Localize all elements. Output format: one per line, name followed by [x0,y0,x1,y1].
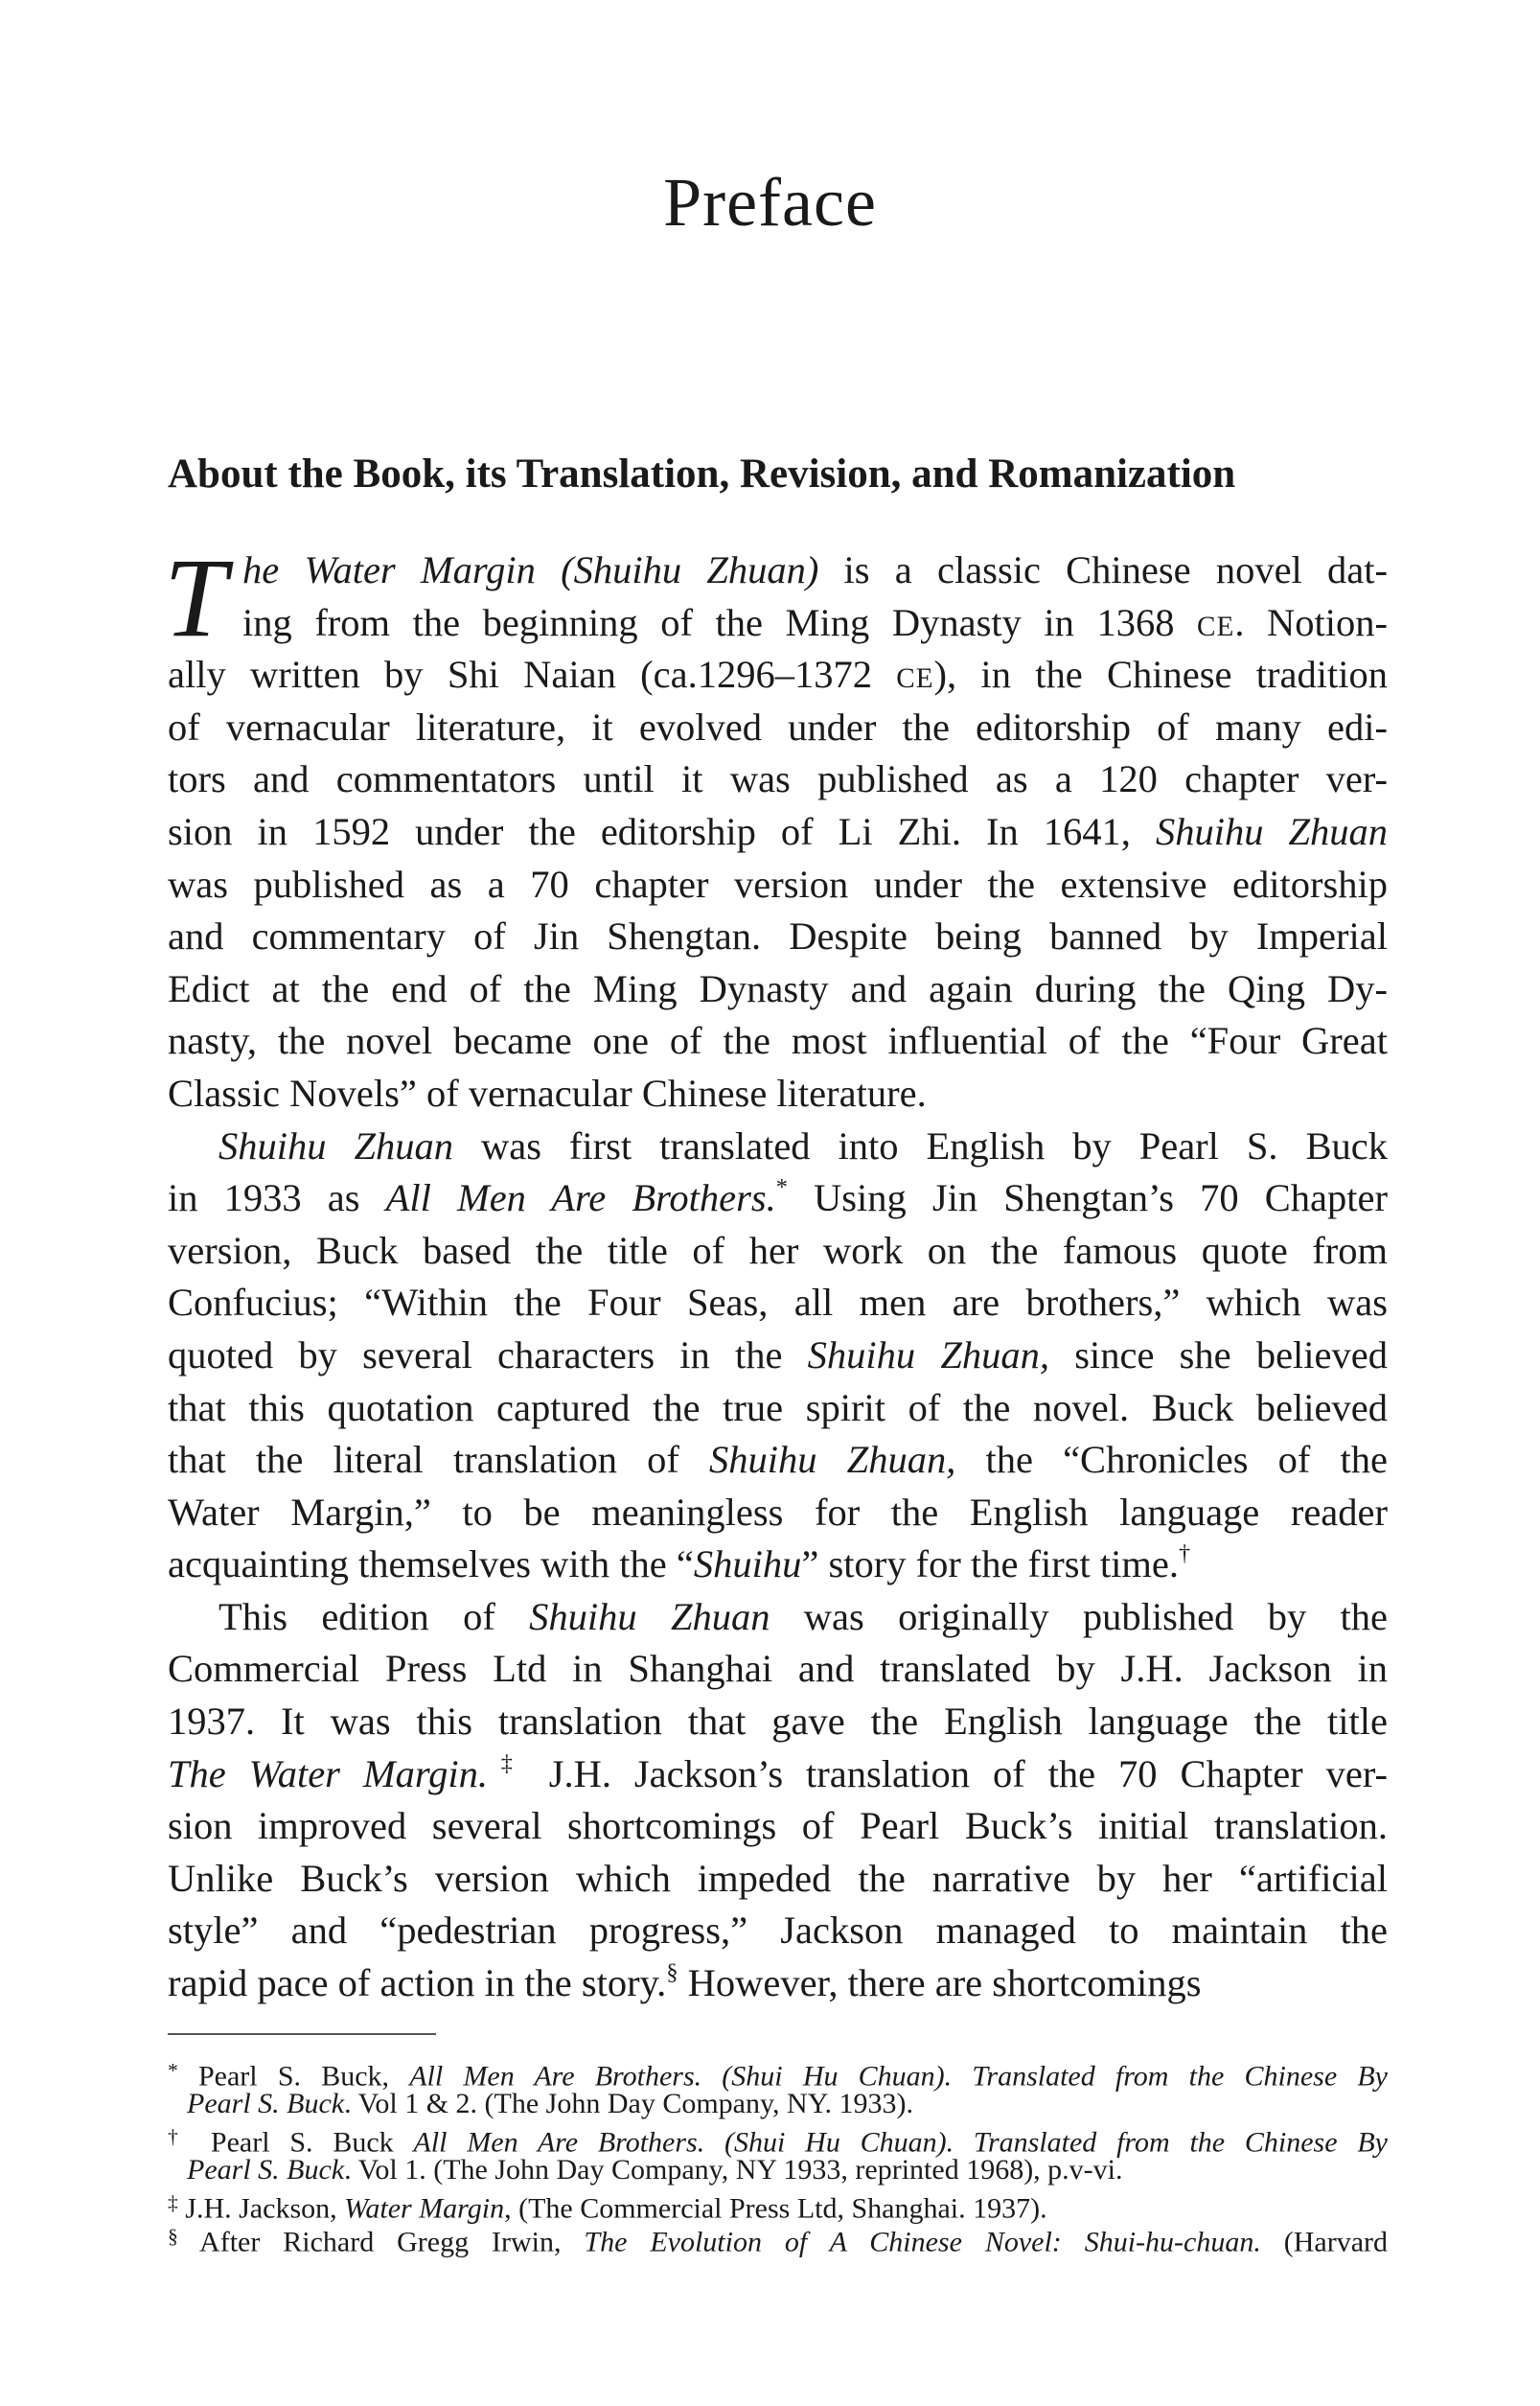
body-line [168,1330,1388,1382]
text-run: rapid pace of action in the story. [168,1961,667,2005]
text-run: (Harvard [1260,2226,1389,2258]
footnote-line [168,2186,1388,2225]
body-line [168,1121,1388,1173]
text-run: and commentary of Jin Shengtan. Despite being banned by Imperial [168,914,1388,959]
text-run: was originally published by the [770,1594,1388,1638]
italic-text: Shuihu Zhuan [1155,809,1388,853]
text-run: However, there are shortcomings [678,1961,1202,2005]
body-line [168,806,1388,859]
italic-text: Water Margin [344,2192,505,2225]
italic-text: All Men Are Brothers. [385,1176,776,1220]
text-run: ing from the beginning of the Ming Dynasty in 1368 [242,600,1198,644]
body-line [168,1957,1388,2010]
text-run: sion in 1592 under the editorship of Li Zhi. In 1641, [168,809,1156,853]
body-line [168,1538,1388,1591]
section-heading: About the Book, its Translation, Revision, and Romanization [168,451,1236,497]
footnotes [168,2054,1389,2258]
body-line [168,963,1388,1016]
text-run: quoted by several characters in the [168,1332,808,1377]
footnote-line [168,2054,1388,2093]
body-line [168,1487,1388,1539]
text-run: This edition of [218,1594,530,1638]
body-line [168,597,1388,650]
italic-text: Pearl S. Buck [187,2153,345,2186]
text-run: tors and commentators until it was published as a 120 chapter ver- [168,757,1388,801]
body-line [168,702,1388,754]
text-run: , (The Commercial Press Ltd, Shanghai. 1937). [504,2192,1047,2225]
text-run: Commercial Press Ltd in Shanghai and translated by J.H. Jackson in [168,1647,1388,1691]
body-line [168,1015,1388,1068]
italic-text: The Evolution of A Chinese Novel: Shui-hu-chuan. [584,2226,1261,2258]
italic-text: All Men Are Brothers. (Shui Hu Chuan). Translated from the Chinese By [413,2126,1388,2159]
body-text [164,535,1389,2010]
body-line [168,753,1388,806]
text-run: Unlike Buck’s version which impeded the narrative by her “artificial [168,1856,1388,1900]
text-run: acquainting themselves with the “ [168,1542,694,1586]
text-run: Using Jin Shengtan’s 70 Chapter [787,1176,1388,1220]
text-run: CE [1197,611,1235,642]
text-run: was published as a 70 chapter version under the extensive editorship [168,862,1388,906]
italic-text: Shuihu Zhuan, [709,1438,956,1482]
italic-text: he Water Margin (Shuihu Zhuan) [242,548,819,591]
body-line [168,1853,1388,1906]
italic-text: Shuihu Zhuan [218,1123,453,1168]
text-run: that this quotation captured the true spirit of the novel. Buck believed [168,1385,1388,1429]
text-run: . Vol 1 & 2. (The John Day Company, NY. 1933). [344,2087,913,2119]
text-run: that the literal translation of [168,1438,710,1482]
text-run: Classic Novels” of vernacular Chinese literature. [168,1071,927,1115]
text-run: CE [896,663,934,695]
italic-text: Pearl S. Buck [187,2087,345,2119]
body-line [168,649,1388,702]
text-run: 1937. It was this translation that gave the English language the title [168,1700,1388,1744]
text-run: ” story for the first time. [801,1542,1180,1586]
text-run: Confucius; “Within the Four Seas, all men are brothers,” which was [168,1281,1388,1325]
text-run: ), in the Chinese tradition [933,653,1388,697]
page-title: Preface [663,164,877,241]
body-line [168,1643,1388,1696]
text-run: Edict at the end of the Ming Dynasty and again during the Qing Dy- [168,966,1388,1010]
footnote-line [168,2220,1389,2258]
footnote-marker: * [775,1174,788,1201]
footnote-marker: § [666,1959,678,1986]
body-line [168,1068,1388,1121]
text-run: Pearl S. Buck [191,2126,414,2159]
italic-text: Shuihu Zhuan, [807,1332,1050,1377]
body-line [168,1748,1388,1801]
footnote-marker: † [1179,1540,1191,1567]
italic-text: Shuihu [693,1542,802,1586]
body-line [168,911,1388,963]
text-run: J.H. Jackson’s translation of the 70 Chapter ver- [525,1751,1388,1795]
body-line [168,1225,1388,1278]
text-run: nasty, the novel became one of the most influential of the “Four Great [168,1019,1388,1063]
text-run: is a classic Chinese novel dat- [818,548,1388,591]
body-line [168,1905,1388,1957]
text-run: . Notion- [1234,600,1388,644]
body-line [168,1591,1388,1644]
footnote-marker: ‡ [168,2191,178,2214]
footnote-line [168,2120,1388,2159]
text-run: version, Buck based the title of her work on the famous quote from [168,1228,1388,1272]
text-run: in 1933 as [168,1176,386,1220]
text-run: Water Margin,” to be meaningless for the English language reader [168,1490,1388,1534]
body-line [168,544,1388,597]
footnote-marker: § [168,2224,178,2248]
footnote-marker: * [168,2059,178,2082]
italic-text: The Water Margin. [168,1751,488,1795]
text-run: After Richard Gregg Irwin, [177,2226,585,2258]
drop-cap: T [164,535,227,660]
footnote-marker: ‡ [488,1749,526,1776]
body-line [168,1696,1388,1748]
text-run: of vernacular literature, it evolved under the editorship of many edi- [168,705,1388,749]
body-line [168,1800,1388,1853]
footnote-separator [168,2033,436,2035]
body-line [168,1172,1388,1225]
italic-text: All Men Are Brothers. (Shui Hu Chuan). Translated from the Chinese By [409,2060,1388,2093]
text-run: sion improved several shortcomings of Pearl Buck’s initial translation. [168,1804,1388,1848]
text-run: . Vol 1. (The John Day Company, NY 1933, reprinted 1968), p.v-vi. [344,2153,1123,2186]
body-line [168,1434,1388,1487]
italic-text: Shuihu Zhuan [529,1594,770,1638]
text-run: J.H. Jackson, [177,2192,345,2225]
text-run: ally written by Shi Naian (ca.1296–1372 [168,653,897,697]
body-line [168,1277,1388,1330]
text-run: Pearl S. Buck, [177,2060,410,2093]
text-run: style” and “pedestrian progress,” Jackson managed to maintain the [168,1909,1388,1953]
body-line [168,859,1388,912]
text-run: the “Chronicles of the [955,1438,1389,1482]
body-line [168,1382,1388,1435]
text-run: since she believed [1049,1332,1388,1377]
text-run: was first translated into English by Pearl S. Buck [453,1123,1388,1168]
footnote-marker: † [168,2125,192,2148]
